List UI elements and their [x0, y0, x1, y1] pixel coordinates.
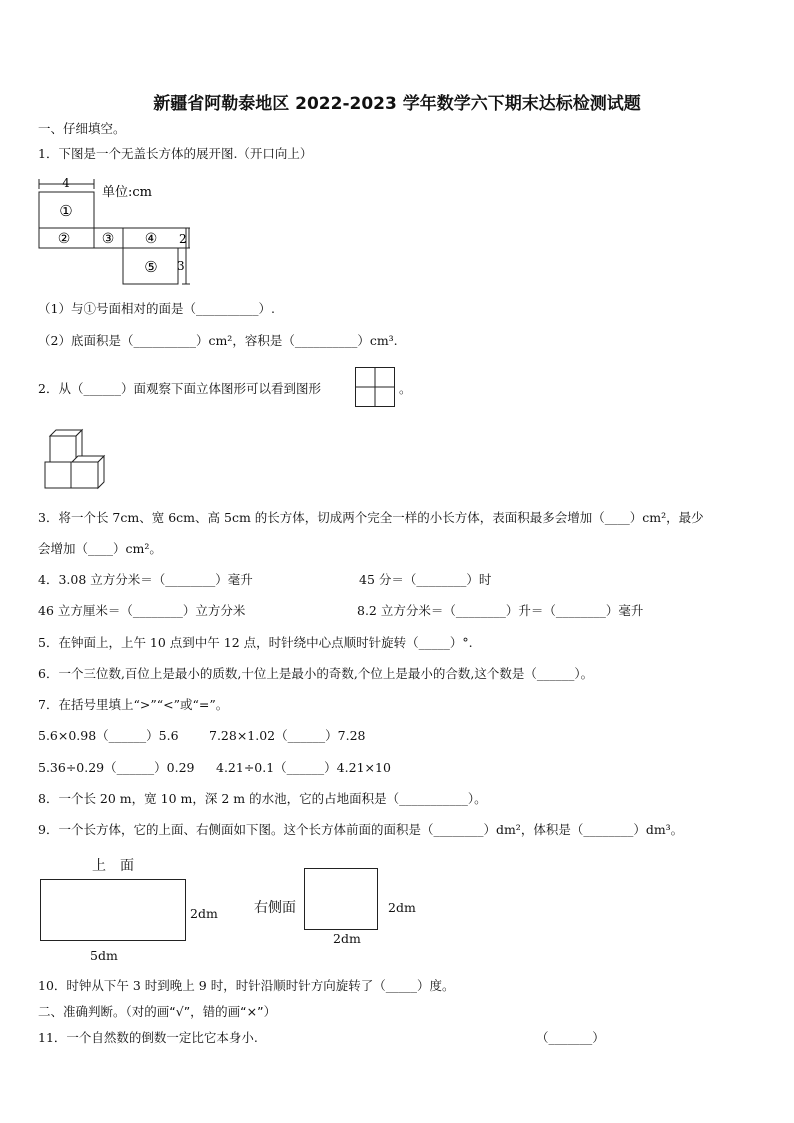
question-4-c: 46 立方厘米＝（________）立方分米 — [38, 603, 246, 618]
question-1-sub-2: （2）底面积是（__________）cm²，容积是（__________）cm³. — [38, 333, 398, 348]
question-4-b: 45 分＝（________）时 — [359, 572, 492, 587]
question-11-answer-blank: （_______） — [536, 1030, 605, 1045]
question-4-d: 8.2 立方分米＝（________）升＝（________）毫升 — [357, 603, 644, 618]
question-7-c: 5.36÷0.29（______）0.29 — [38, 760, 195, 775]
face-3-label: ③ — [101, 231, 115, 247]
question-8: 8．一个长 20 m，宽 10 m，深 2 m 的水池，它的占地面积是（___________）。 — [38, 791, 487, 806]
question-2-end: 。 — [399, 381, 412, 396]
question-7-a: 5.6×0.98（______）5.6 — [38, 728, 179, 743]
question-3-line-1: 3．将一个长 7cm、宽 6cm、高 5cm 的长方体，切成两个完全一样的小长方体，表面积最多会增加（____）cm²，最少 — [38, 510, 704, 525]
question-5: 5．在钟面上，上午 10 点到中午 12 点，时针绕中心点顺时针旋转（_____）°. — [38, 635, 473, 650]
unit-label: 单位:cm — [102, 185, 152, 200]
question-1-stem: 1．下图是一个无盖长方体的展开图.（开口向上） — [38, 146, 313, 161]
side-face-width-label: 2dm — [333, 931, 361, 946]
side-face-rect — [304, 868, 380, 932]
question-4-a: 4．3.08 立方分米＝（________）毫升 — [38, 572, 253, 587]
question-2-stem: 2．从（______）面观察下面立体图形可以看到图形 — [38, 381, 321, 396]
side-face-label: 右侧面 — [254, 900, 296, 916]
top-face-label: 上 面 — [92, 858, 134, 874]
question-10: 10．时钟从下午 3 时到晚上 9 时，时针沿顺时针方向旋转了（_____）度。 — [38, 978, 455, 993]
side-face-height-label: 2dm — [388, 900, 416, 915]
face-2-label: ② — [57, 231, 71, 247]
question-9-stem: 9．一个长方体，它的上面、右侧面如下图。这个长方体前面的面积是（________）dm²，体积是（________）dm³。 — [38, 822, 684, 837]
face-5-label: ⑤ — [144, 258, 158, 276]
box-net-diagram — [36, 174, 196, 286]
question-7-b: 7.28×1.02（______）7.28 — [209, 728, 366, 743]
question-6: 6．一个三位数,百位上是最小的质数,十位上是最小的奇数,个位上是最小的合数,这个数是（______）。 — [38, 666, 594, 681]
question-11: 11．一个自然数的倒数一定比它本身小. — [38, 1030, 258, 1045]
top-face-rect — [40, 879, 188, 943]
question-1-sub-1: （1）与①号面相对的面是（__________）. — [38, 301, 275, 316]
top-face-width-label: 2dm — [190, 906, 218, 921]
section-heading-fill-in: 一、仔细填空。 — [38, 121, 126, 136]
dim-label-2: 2 — [179, 232, 187, 246]
question-7-d: 4.21÷0.1（______）4.21×10 — [216, 760, 391, 775]
view-grid-figure — [355, 367, 395, 407]
page-title: 新疆省阿勒泰地区 2022-2023 学年数学六下期末达标检测试题 — [153, 94, 641, 114]
dim-label-4: 4 — [62, 176, 70, 190]
top-face-length-label: 5dm — [90, 948, 118, 963]
section-heading-judgement: 二、准确判断。（对的画“√”，错的画“×”） — [38, 1004, 277, 1019]
question-3-line-2: 会增加（____）cm²。 — [38, 541, 162, 556]
face-1-label: ① — [59, 202, 73, 220]
cube-stack-figure — [42, 428, 110, 488]
face-4-label: ④ — [144, 231, 158, 247]
question-7-stem: 7．在括号里填上“>”“<”或“=”。 — [38, 697, 229, 712]
dim-label-3: 3 — [177, 259, 185, 273]
